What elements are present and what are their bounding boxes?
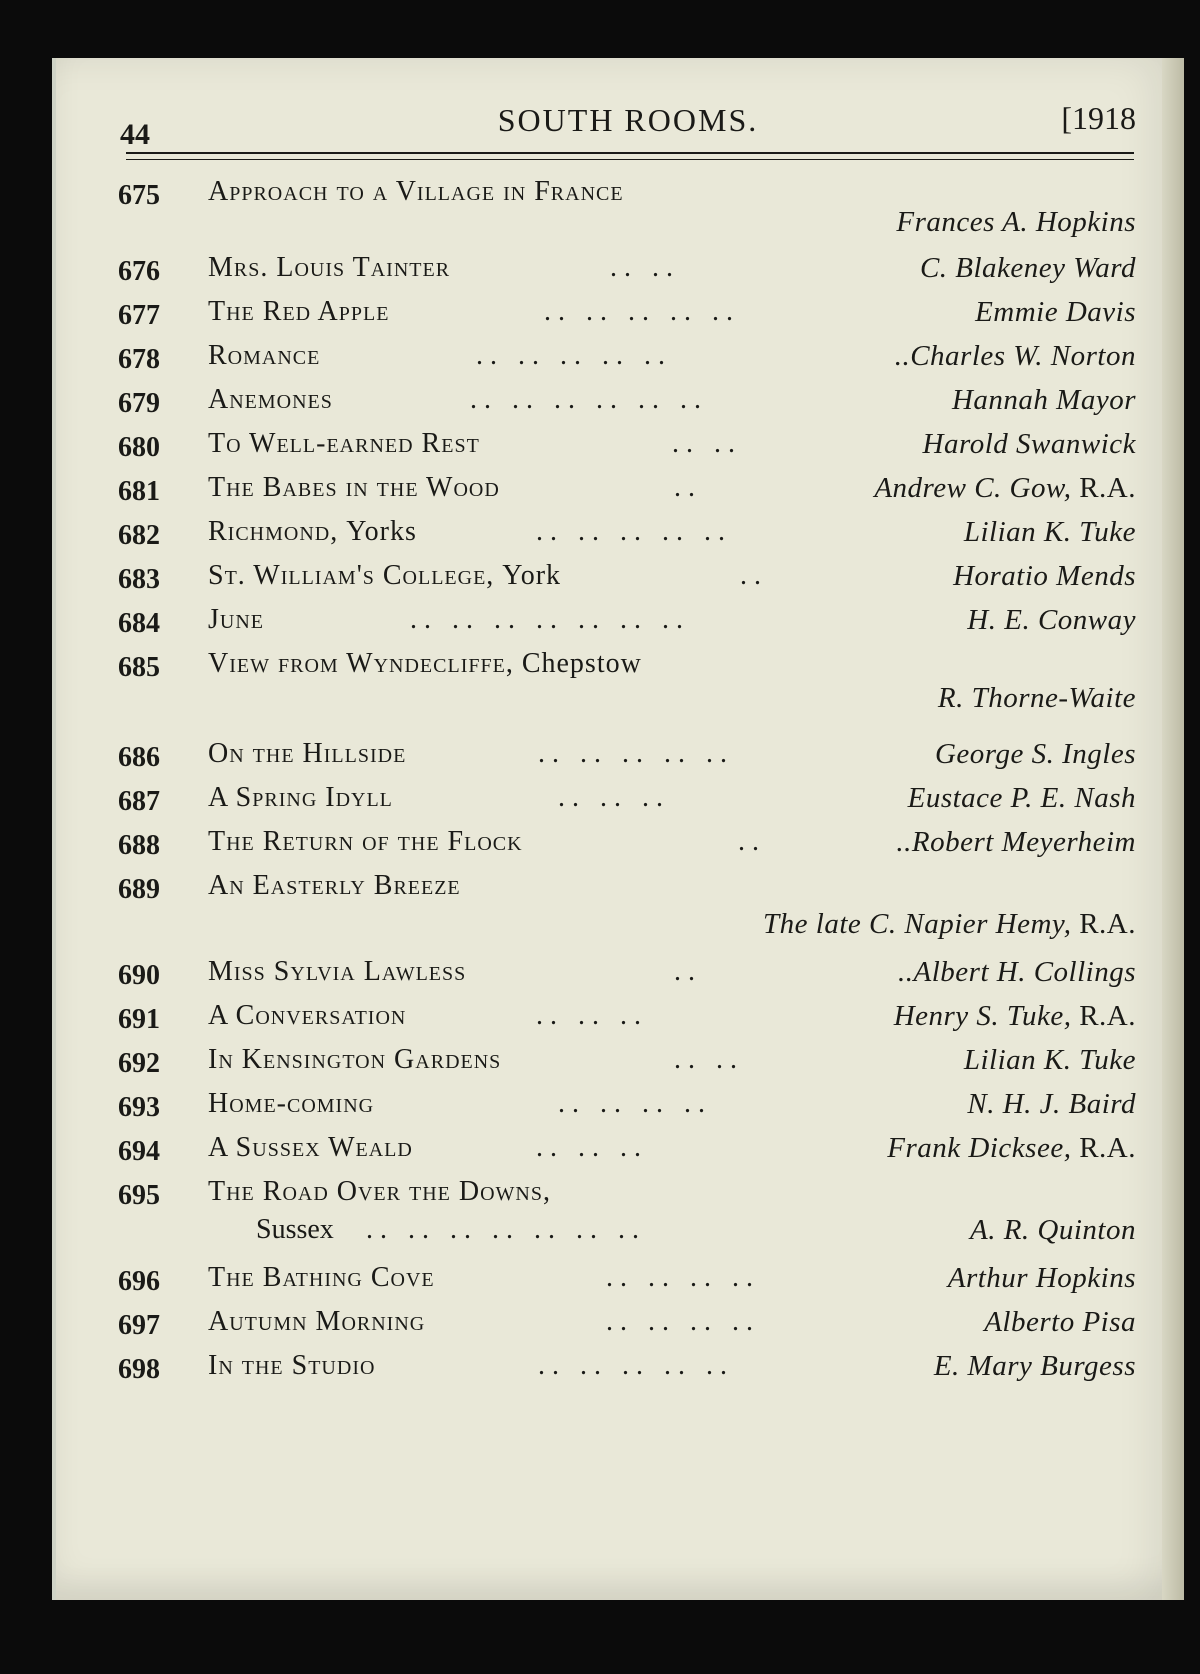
leader-dots: .. .. .. .. — [606, 1306, 760, 1337]
leader-dots: .. — [740, 560, 768, 591]
header-rule-thick — [126, 152, 1134, 154]
entry-number: 698 — [118, 1354, 160, 1385]
leader-dots: .. .. .. .. .. .. .. — [410, 604, 690, 635]
entry-number: 681 — [118, 476, 160, 507]
entry-title: Richmond, Yorks — [208, 516, 417, 547]
entry-number: 682 — [118, 520, 160, 551]
entry-title: An Easterly Breeze — [208, 870, 461, 901]
catalogue-entry — [118, 648, 1136, 738]
entry-title: Autumn Morning — [208, 1306, 426, 1337]
entry-list — [118, 176, 1136, 1394]
leader-dots: .. .. — [674, 1044, 744, 1075]
catalogue-entry — [118, 604, 1136, 648]
artist-suffix: R.A. — [1079, 472, 1136, 504]
entry-number: 691 — [118, 1004, 160, 1035]
title-place: Yorks — [346, 516, 417, 547]
entry-title: Miss Sylvia Lawless — [208, 956, 467, 987]
entry-number: 675 — [118, 180, 160, 211]
leader-dots: .. .. .. — [536, 1000, 648, 1031]
catalogue-entry — [118, 252, 1136, 296]
entry-title: On the Hillside — [208, 738, 407, 769]
entry-artist: George S. Ingles — [934, 738, 1136, 770]
entry-artist: E. Mary Burgess — [933, 1350, 1136, 1382]
title-continuation: Sussex — [256, 1214, 334, 1245]
catalogue-entry — [118, 826, 1136, 870]
catalogue-entry — [118, 296, 1136, 340]
catalogue-entry — [118, 870, 1136, 956]
catalogue-entry — [118, 472, 1136, 516]
catalogue-entry — [118, 516, 1136, 560]
entry-artist: N. H. J. Baird — [967, 1088, 1136, 1120]
entry-title: The Road Over the Downs, — [208, 1176, 551, 1207]
artist-suffix: R.A. — [1079, 1132, 1136, 1164]
entry-number: 679 — [118, 388, 160, 419]
entry-artist: Andrew C. Gow, R.A. — [874, 472, 1136, 504]
entry-artist: Frances A. Hopkins — [896, 206, 1136, 238]
entry-number: 686 — [118, 742, 160, 773]
leader-dots: .. .. — [610, 252, 680, 283]
entry-number: 696 — [118, 1266, 160, 1297]
entry-artist: Henry S. Tuke, R.A. — [893, 1000, 1136, 1032]
entry-number: 695 — [118, 1180, 160, 1211]
artist-suffix: R.A. — [1079, 1000, 1136, 1032]
entry-title: Home-coming — [208, 1088, 375, 1119]
catalogue-entry — [118, 1044, 1136, 1088]
entry-title: A Conversation — [208, 1000, 407, 1031]
leader-dots: .. .. .. .. .. .. — [470, 384, 708, 415]
entry-title: June — [208, 604, 264, 635]
entry-artist: Emmie Davis — [975, 296, 1136, 328]
catalogue-entry — [118, 560, 1136, 604]
entry-number: 693 — [118, 1092, 160, 1123]
catalogue-entry — [118, 176, 1136, 260]
entry-title: The Babes in the Wood — [208, 472, 500, 503]
entry-title: To Well-earned Rest — [208, 428, 480, 459]
entry-number: 697 — [118, 1310, 160, 1341]
entry-title: Romance — [208, 340, 321, 371]
entry-title: A Sussex Weald — [208, 1132, 413, 1163]
entry-artist: A. R. Quinton — [970, 1214, 1136, 1246]
title-place: York — [502, 560, 562, 591]
catalogue-entry — [118, 1088, 1136, 1132]
catalogue-entry — [118, 1000, 1136, 1044]
entry-title: View from Wyndecliffe, Chepstow — [208, 648, 642, 679]
entry-number: 678 — [118, 344, 160, 375]
leader-dots: .. .. .. .. .. — [476, 340, 672, 371]
leader-dots: .. .. .. .. .. — [544, 296, 740, 327]
entry-number: 684 — [118, 608, 160, 639]
catalogue-entry — [118, 1350, 1136, 1394]
entry-number: 685 — [118, 652, 160, 683]
entry-number: 677 — [118, 300, 160, 331]
entry-artist: C. Blakeney Ward — [919, 252, 1136, 284]
leader-dots: .. — [674, 956, 702, 987]
entry-artist: H. E. Conway — [967, 604, 1136, 636]
leader-dots: .. .. .. .. .. — [536, 516, 732, 547]
page-number: 44 — [120, 118, 150, 151]
year-marker: [1918 — [1061, 100, 1136, 136]
catalogue-entry — [118, 428, 1136, 472]
header-rule-thin — [126, 159, 1134, 160]
entry-artist: Lilian K. Tuke — [963, 516, 1136, 548]
leader-dots: .. .. .. — [536, 1132, 648, 1163]
entry-number: 688 — [118, 830, 160, 861]
entry-artist: ..Albert H. Collings — [898, 956, 1136, 988]
artist-suffix: R.A. — [1079, 908, 1136, 940]
entry-title: In the Studio — [208, 1350, 376, 1381]
entry-artist: Eustace P. E. Nash — [907, 782, 1136, 814]
entry-number: 689 — [118, 874, 160, 905]
entry-artist: ..Robert Meyerheim — [896, 826, 1136, 858]
leader-dots: .. .. .. .. — [606, 1262, 760, 1293]
catalogue-entry — [118, 782, 1136, 826]
entry-title: A Spring Idyll — [208, 782, 393, 813]
entry-title: In Kensington Gardens — [208, 1044, 502, 1075]
entry-title: Mrs. Louis Tainter — [208, 252, 451, 283]
leader-dots: .. — [674, 472, 702, 503]
entry-artist: Harold Swanwick — [922, 428, 1136, 460]
entry-title: The Bathing Cove — [208, 1262, 435, 1293]
entry-title: Anemones — [208, 384, 333, 415]
catalogue-entry — [118, 738, 1136, 782]
entry-number: 680 — [118, 432, 160, 463]
leader-dots: .. .. — [672, 428, 742, 459]
leader-dots: .. .. .. — [558, 782, 670, 813]
entry-artist: Arthur Hopkins — [947, 1262, 1136, 1294]
entry-number: 692 — [118, 1048, 160, 1079]
running-head: SOUTH ROOMS. — [497, 102, 759, 138]
entry-title: Approach to a Village in France — [208, 176, 624, 207]
leader-dots: .. .. .. .. .. — [538, 738, 734, 769]
leader-dots: .. .. .. .. — [558, 1088, 712, 1119]
catalogue-entry — [118, 1306, 1136, 1350]
entry-number: 676 — [118, 256, 160, 287]
entry-artist: Frank Dicksee, R.A. — [887, 1132, 1136, 1164]
entry-artist: R. Thorne-Waite — [937, 682, 1136, 714]
entry-artist: Lilian K. Tuke — [963, 1044, 1136, 1076]
page-header — [120, 100, 1136, 150]
entry-artist: Hannah Mayor — [951, 384, 1136, 416]
entry-title: St. William's College, York — [208, 560, 562, 591]
entry-artist: ..Charles W. Norton — [894, 340, 1136, 372]
catalogue-entry — [118, 1132, 1136, 1176]
entry-number: 694 — [118, 1136, 160, 1167]
entry-number: 687 — [118, 786, 160, 817]
entry-title: The Red Apple — [208, 296, 390, 327]
catalogue-entry — [118, 384, 1136, 428]
entry-artist: The late C. Napier Hemy, R.A. — [763, 908, 1136, 940]
entry-number: 690 — [118, 960, 160, 991]
title-place: Chepstow — [521, 648, 642, 679]
leader-dots: .. — [738, 826, 766, 857]
entry-artist: Horatio Mends — [953, 560, 1136, 592]
catalogue-entry — [118, 340, 1136, 384]
entry-number: 683 — [118, 564, 160, 595]
entry-title: The Return of the Flock — [208, 826, 523, 857]
catalogue-entry — [118, 1262, 1136, 1306]
catalogue-entry — [118, 1176, 1136, 1262]
catalogue-entry — [118, 956, 1136, 1000]
book-spine-shadow — [1162, 58, 1184, 1600]
leader-dots: .. .. .. .. .. .. .. — [366, 1214, 646, 1245]
entry-artist: Alberto Pisa — [984, 1306, 1136, 1338]
leader-dots: .. .. .. .. .. — [538, 1350, 734, 1381]
